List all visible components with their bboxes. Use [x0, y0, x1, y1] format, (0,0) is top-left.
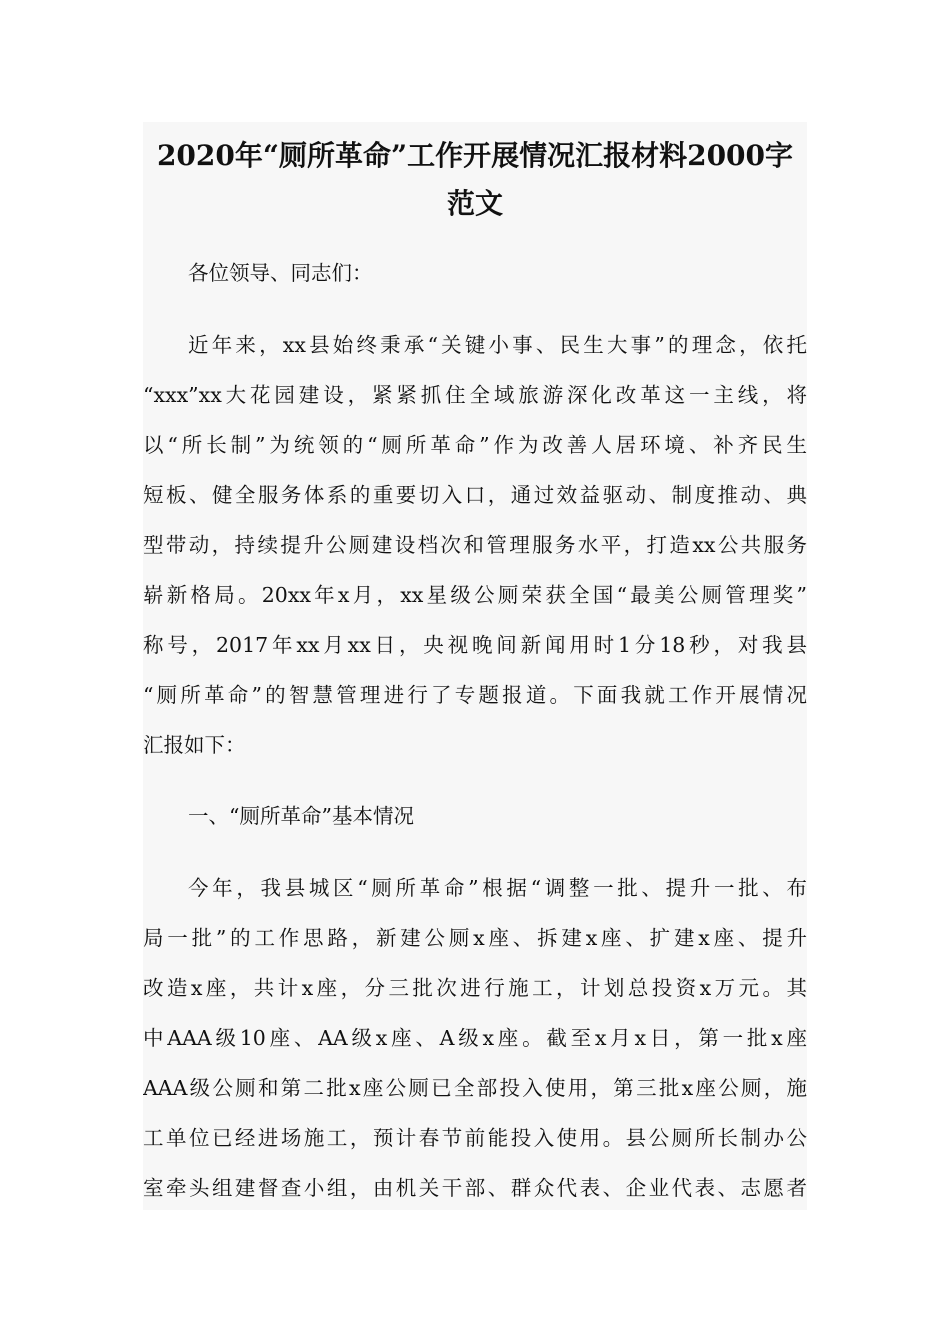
para1-line: “厕所革命”的智慧管理进行了专题报道。下面我就工作开展情况 — [143, 683, 807, 707]
para2-line: 局一批”的工作思路，新建公厕x座、拆建x座、扩建x座、提升 — [143, 926, 807, 950]
para2-line: 改造x座，共计x座，分三批次进行施工，计划总投资x万元。其 — [143, 976, 807, 1000]
para1-line: “xxx”xx大花园建设，紧紧抓住全域旅游深化改革这一主线，将 — [143, 383, 807, 407]
document-title-line2: 范文 — [446, 187, 503, 220]
para2-line: AAA级公厕和第二批x座公厕已全部投入使用，第三批x座公厕，施 — [143, 1076, 807, 1100]
para1-line: 崭新格局。20xx年x月，xx星级公厕荣获全国“最美公厕管理奖” — [143, 583, 807, 607]
para1-line: 汇报如下： — [143, 733, 246, 757]
para1-line: 短板、健全服务体系的重要切入口，通过效益驱动、制度推动、典 — [143, 483, 807, 507]
para2-line: 中AAA级10座、AA级x座、A级x座。截至x月x日，第一批x座 — [143, 1026, 807, 1050]
document-title-line1: 2020年“厕所革命”工作开展情况汇报材料2000字 — [156, 139, 794, 172]
para1-line: 型带动，持续提升公厕建设档次和管理服务水平，打造xx公共服务 — [143, 533, 807, 557]
salutation: 各位领导、同志们： — [188, 261, 373, 285]
para2-line: 今年，我县城区“厕所革命”根据“调整一批、提升一批、布 — [188, 876, 807, 900]
para2-line: 工单位已经进场施工，预计春节前能投入使用。县公厕所长制办公 — [143, 1126, 807, 1150]
para1-line: 近年来，xx县始终秉承“关键小事、民生大事”的理念，依托 — [188, 333, 807, 357]
document-page — [143, 122, 807, 1210]
section1-heading: 一、“厕所革命”基本情况 — [188, 804, 414, 828]
para1-line: 称号，2017年xx月xx日，央视晚间新闻用时1分18秒，对我县 — [143, 633, 807, 657]
para2-line: 室牵头组建督查小组，由机关干部、群众代表、企业代表、志愿者 — [143, 1176, 807, 1200]
para1-line: 以“所长制”为统领的“厕所革命”作为改善人居环境、补齐民生 — [143, 433, 807, 457]
